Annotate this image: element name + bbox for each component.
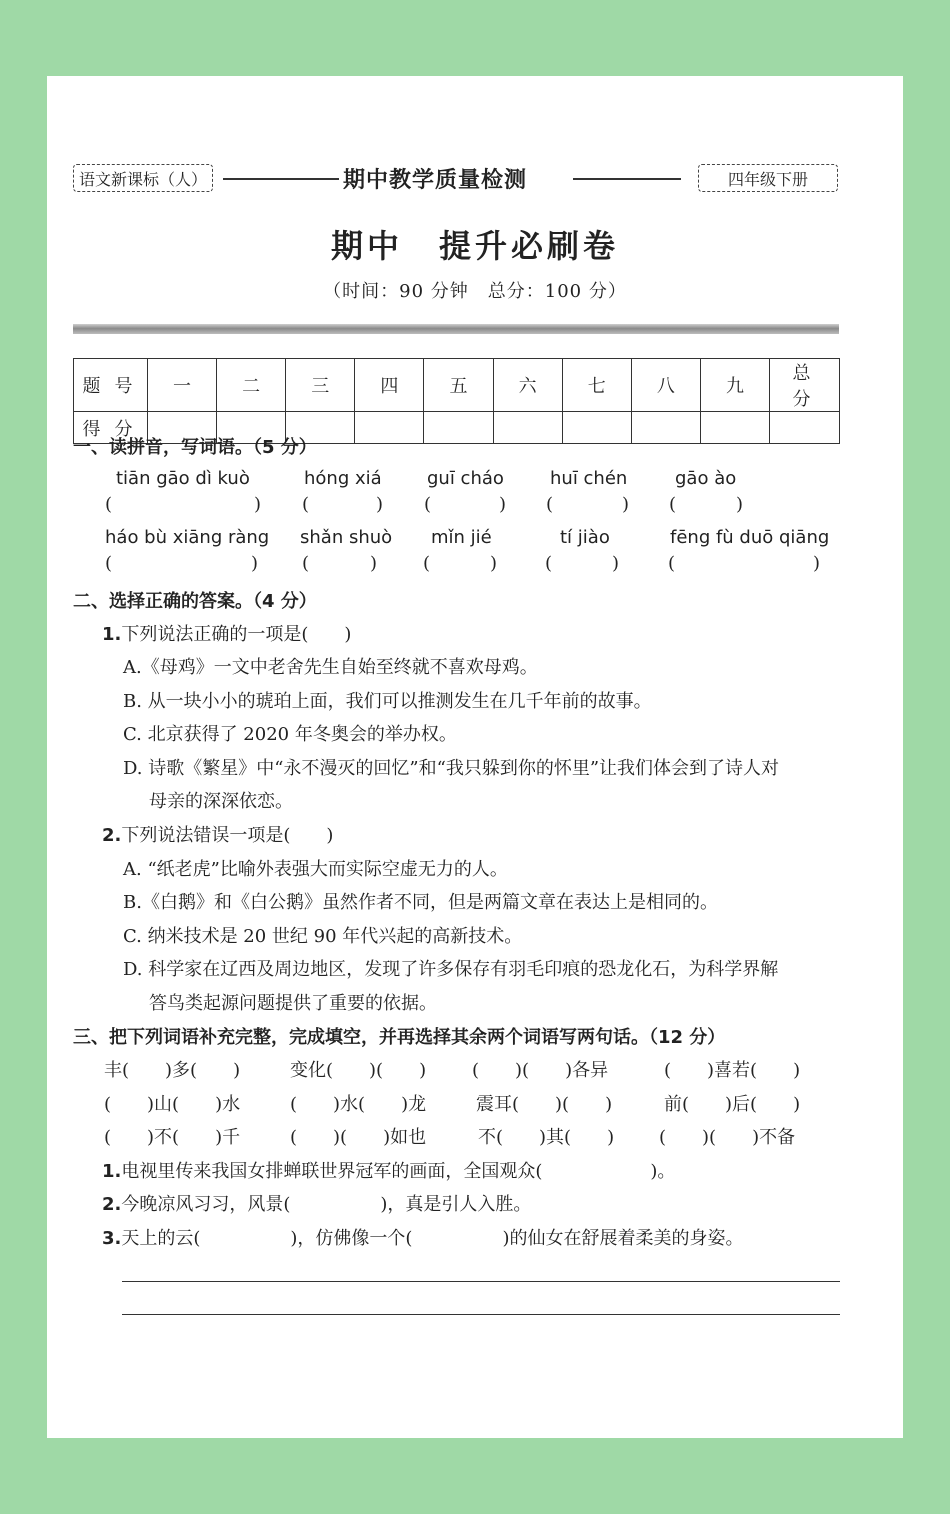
idiom-blank: ( )( )如也 bbox=[290, 1127, 427, 1148]
answer-paren-close: ) bbox=[736, 494, 744, 515]
sentence-text: 电视里传来我国女排蝉联世界冠军的画面，全国观众( )。 bbox=[121, 1161, 676, 1182]
option-c: C. 北京获得了 2020 年冬奥会的举办权。 bbox=[123, 724, 457, 745]
answer-paren-open: ( bbox=[545, 553, 553, 574]
answer-paren-open: ( bbox=[302, 494, 310, 515]
score-table-cell: 一 bbox=[148, 359, 217, 412]
sentence-1 bbox=[102, 1157, 675, 1183]
idiom-blank: ( )不( )千 bbox=[104, 1127, 241, 1148]
pinyin-1: tiān gāo dì kuò bbox=[116, 468, 250, 489]
header-rule-left bbox=[223, 178, 339, 180]
option-b: B. 从一块小小的琥珀上面，我们可以推测发生在几千年前的故事。 bbox=[123, 691, 652, 712]
idiom-blank: ( )( )不备 bbox=[659, 1127, 796, 1148]
question-2-1 bbox=[102, 620, 351, 646]
pinyin-6: háo bù xiāng ràng bbox=[105, 527, 270, 548]
answer-paren-open: ( bbox=[668, 553, 676, 574]
answer-paren-open: ( bbox=[669, 494, 677, 515]
answer-paren-open: ( bbox=[424, 494, 432, 515]
score-table-cell: 七 bbox=[562, 359, 631, 412]
subject-badge bbox=[73, 164, 213, 192]
grade-badge-label: 四年级下册 bbox=[727, 169, 808, 189]
score-table-cell: 总分 bbox=[770, 359, 840, 412]
section-3-title: 三、把下列词语补充完整，完成填空，并再选择其余两个词语写两句话。（12 分） bbox=[73, 1027, 726, 1048]
idiom-blank: ( )喜若( ) bbox=[664, 1060, 801, 1081]
pinyin-2: hóng xiá bbox=[304, 468, 382, 489]
answer-paren-close: ) bbox=[612, 553, 620, 574]
answer-paren-open: ( bbox=[105, 494, 113, 515]
question-number: 1. bbox=[102, 624, 122, 645]
score-table-cell: 九 bbox=[700, 359, 769, 412]
score-table-cell: 五 bbox=[424, 359, 493, 412]
time-info: （时间：90 分钟 总分：100 分） bbox=[323, 281, 627, 302]
option-d: D. 科学家在辽西及周边地区，发现了许多保存有羽毛印痕的恐龙化石，为科学界解 bbox=[123, 959, 779, 980]
writing-line[interactable] bbox=[122, 1281, 840, 1282]
score-table-cell: 八 bbox=[631, 359, 700, 412]
question-stem: 下列说法错误一项是( ) bbox=[121, 825, 334, 846]
answer-paren-open: ( bbox=[546, 494, 554, 515]
answer-paren-open: ( bbox=[302, 553, 310, 574]
page-title: 期中 提升必刷卷 bbox=[330, 227, 619, 265]
score-input-cell[interactable] bbox=[355, 412, 424, 444]
score-table-cell: 得分 bbox=[74, 412, 148, 444]
question-number: 3. bbox=[102, 1228, 122, 1249]
answer-paren-close: ) bbox=[376, 494, 384, 515]
idiom-blank: 震耳( )( ) bbox=[476, 1094, 613, 1115]
score-table bbox=[73, 358, 840, 444]
idiom-blank: 不( )其( ) bbox=[478, 1127, 615, 1148]
section-2-title: 二、选择正确的答案。（4 分） bbox=[73, 591, 317, 612]
pinyin-3: guī cháo bbox=[427, 468, 504, 489]
score-input-cell[interactable] bbox=[493, 412, 562, 444]
pinyin-8: mǐn jié bbox=[431, 527, 492, 548]
sentence-2 bbox=[102, 1190, 531, 1216]
score-input-cell[interactable] bbox=[424, 412, 493, 444]
pinyin-10: fēng fù duō qiāng bbox=[670, 527, 830, 548]
score-input-cell[interactable] bbox=[562, 412, 631, 444]
subject-badge-label: 语文新课标（人） bbox=[78, 169, 207, 189]
exam-paper bbox=[47, 76, 903, 1438]
divider-bar bbox=[73, 324, 839, 334]
score-table-cell: 题号 bbox=[74, 359, 148, 412]
answer-paren-close: ) bbox=[251, 553, 259, 574]
option-c: C. 纳米技术是 20 世纪 90 年代兴起的高新技术。 bbox=[123, 926, 523, 947]
pinyin-5: gāo ào bbox=[675, 468, 737, 489]
idiom-blank: ( )山( )水 bbox=[104, 1094, 241, 1115]
pinyin-4: huī chén bbox=[550, 468, 628, 489]
score-table-cell: 三 bbox=[286, 359, 355, 412]
idiom-blank: 前( )后( ) bbox=[664, 1094, 801, 1115]
question-number: 1. bbox=[102, 1161, 122, 1182]
option-a: A. “纸老虎”比喻外表强大而实际空虚无力的人。 bbox=[123, 859, 508, 880]
answer-paren-open: ( bbox=[105, 553, 113, 574]
idiom-blank: ( )( )各异 bbox=[472, 1060, 609, 1081]
sentence-3 bbox=[102, 1224, 743, 1250]
answer-paren-close: ) bbox=[254, 494, 262, 515]
answer-paren-close: ) bbox=[499, 494, 507, 515]
question-number: 2. bbox=[102, 825, 122, 846]
section-1-title: 一、读拼音，写词语。（5 分） bbox=[73, 437, 317, 458]
option-d-continued: 答鸟类起源问题提供了重要的依据。 bbox=[149, 993, 437, 1014]
sentence-text: 今晚凉风习习，风景( )，真是引人入胜。 bbox=[121, 1194, 532, 1215]
exam-name: 期中教学质量检测 bbox=[343, 168, 528, 193]
question-2-2 bbox=[102, 821, 333, 847]
option-d: D. 诗歌《繁星》中“永不漫灭的回忆”和“我只躲到你的怀里”让我们体会到了诗人对 bbox=[123, 758, 780, 779]
score-table-header-row bbox=[74, 359, 840, 412]
question-stem: 下列说法正确的一项是( ) bbox=[121, 624, 352, 645]
option-d-continued: 母亲的深深依恋。 bbox=[149, 791, 293, 812]
score-table-cell: 四 bbox=[355, 359, 424, 412]
score-input-cell[interactable] bbox=[700, 412, 769, 444]
score-input-cell[interactable] bbox=[770, 412, 840, 444]
sentence-text: 天上的云( )，仿佛像一个( )的仙女在舒展着柔美的身姿。 bbox=[121, 1228, 744, 1249]
idiom-blank: 丰( )多( ) bbox=[104, 1060, 241, 1081]
idiom-blank: 变化( )( ) bbox=[290, 1060, 427, 1081]
answer-paren-close: ) bbox=[622, 494, 630, 515]
answer-paren-open: ( bbox=[423, 553, 431, 574]
pinyin-7: shǎn shuò bbox=[300, 527, 393, 548]
option-a: A.《母鸡》一文中老舍先生自始至终就不喜欢母鸡。 bbox=[123, 657, 538, 678]
header-rule-right bbox=[573, 178, 681, 180]
option-b: B.《白鹅》和《白公鹅》虽然作者不同，但是两篇文章在表达上是相同的。 bbox=[123, 892, 718, 913]
writing-line[interactable] bbox=[122, 1314, 840, 1315]
score-table-cell: 六 bbox=[493, 359, 562, 412]
score-table-cell: 二 bbox=[217, 359, 286, 412]
answer-paren-close: ) bbox=[813, 553, 821, 574]
pinyin-9: tí jiào bbox=[560, 527, 610, 548]
answer-paren-close: ) bbox=[490, 553, 498, 574]
idiom-blank: ( )水( )龙 bbox=[290, 1094, 427, 1115]
score-input-cell[interactable] bbox=[631, 412, 700, 444]
answer-paren-close: ) bbox=[370, 553, 378, 574]
question-number: 2. bbox=[102, 1194, 122, 1215]
grade-badge bbox=[698, 164, 838, 192]
